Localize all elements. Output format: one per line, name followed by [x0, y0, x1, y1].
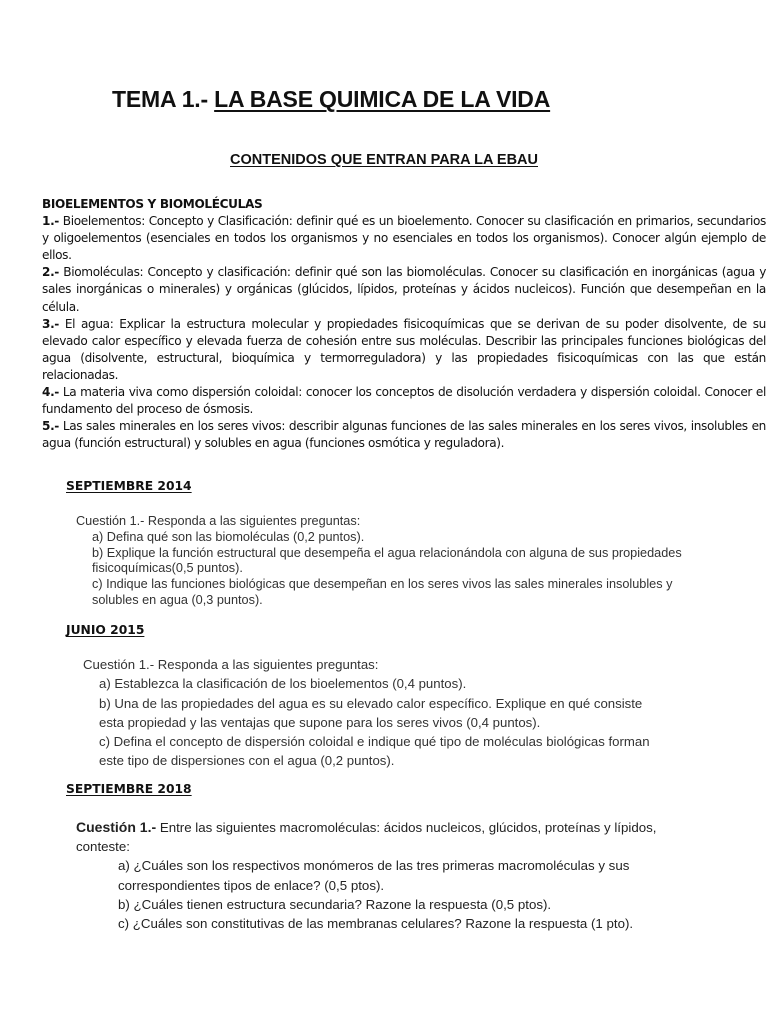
- syllabus-item-text: Bioelementos: Concepto y Clasificación: definir qué es un bioelemento. Conocer su clasificación en primarios, secundarios y oligoelementos (esenciales en todos los organismos y no esenciales en todos los organismos). Conocer algún ejemplo de ellos.: [42, 214, 766, 263]
- question-lead: Cuestión 1.-: [76, 819, 157, 835]
- question-line: conteste:: [76, 839, 130, 855]
- question-line-text: Entre las siguientes macromoléculas: ácidos nucleicos, glúcidos, proteínas y lípidos,: [156, 820, 657, 835]
- question-line: c) ¿Cuáles son constitutivas de las membranas celulares? Razone la respuesta (1 pto).: [118, 916, 634, 932]
- syllabus-item-2: [42, 264, 766, 315]
- question-line: este tipo de dispersiones con el agua (0,2 puntos).: [99, 753, 395, 769]
- syllabus-item-4: [42, 384, 766, 418]
- syllabus-item-1: [42, 213, 766, 264]
- subtitle: [0, 152, 768, 168]
- question-line: a) Establezca la clasificación de los bioelementos (0,4 puntos).: [99, 676, 467, 692]
- syllabus-item-3: [42, 316, 766, 384]
- syllabus-item-num: 5.-: [42, 419, 59, 434]
- exam-title-sep-2018: SEPTIEMBRE 2018: [66, 782, 192, 796]
- question-line: correspondientes tipos de enlace? (0,5 ptos).: [118, 877, 385, 893]
- title-prefix: TEMA 1.-: [112, 86, 215, 112]
- syllabus-item-num: 4.-: [42, 385, 59, 400]
- question-line: a) Defina qué son las biomoléculas (0,2 puntos).: [92, 529, 365, 544]
- question-line: Cuestión 1.- Responda a las siguientes preguntas:: [76, 514, 361, 528]
- exam-question-sep-2018: [76, 818, 657, 933]
- title-main: LA BASE QUIMICA DE LA VIDA: [214, 86, 551, 112]
- syllabus-item-text: La materia viva como dispersión coloidal: conocer los conceptos de disolución verdadera y dispersión coloidal. Conocer el fundamento del proceso de ósmosis.: [42, 385, 766, 417]
- exam-title-jun-2015: JUNIO 2015: [66, 623, 145, 637]
- question-line: b) ¿Cuáles tienen estructura secundaria? Razone la respuesta (0,5 ptos).: [118, 896, 552, 912]
- question-line: Cuestión 1.- Responda a las siguientes preguntas:: [83, 657, 379, 672]
- question-line: esta propiedad y las ventajas que supone para los seres vivos (0,4 puntos).: [99, 714, 541, 730]
- exam-question-jun-2015: [83, 655, 650, 771]
- syllabus-item-text: El agua: Explicar la estructura molecular y propiedades fisicoquímicas que se derivan de su poder disolvente, de su elevado calor específico y elevada fuerza de cohesión entre sus moléculas. Describir las principales funciones biológicas del agua (disolvente, estructural, bioquímica y termorreguladora) y las propiedades fisicoquímicas con las que están relacionadas.: [42, 316, 766, 382]
- page-title: [112, 86, 550, 113]
- syllabus-item-num: 3.-: [42, 316, 59, 331]
- exam-title-sep-2014: SEPTIEMBRE 2014: [66, 479, 192, 493]
- question-line: solubles en agua (0,3 puntos).: [92, 592, 263, 607]
- question-line: c) Indique las funciones biológicas que desempeñan en los seres vivos las sales minerales insolubles y: [92, 577, 673, 592]
- exam-question-sep-2014: [76, 514, 682, 609]
- syllabus-item-num: 1.-: [42, 214, 59, 229]
- question-line: b) Explique la función estructural que desempeña el agua relacionándola con alguna de sus propiedades: [92, 545, 682, 560]
- question-line: c) Defina el concepto de dispersión coloidal e indique qué tipo de moléculas biológicas forman: [99, 734, 650, 750]
- question-line: fisicoquímicas(0,5 puntos).: [92, 561, 243, 576]
- syllabus-item-text: Biomoléculas: Concepto y clasificación: definir qué son las biomoléculas. Conocer su clasificación en inorgánicas (agua y sales inorgánicas o minerales) y orgánicas (glúcidos, lípidos, proteínas y ácidos nucleicos). Función que desempeñan en la célula.: [42, 265, 766, 314]
- syllabus-item-text: Las sales minerales en los seres vivos: describir algunas funciones de las sales minerales en los seres vivos, insolubles en agua (función estructural) y solubles en agua (funciones osmótica y reguladora).: [42, 419, 766, 451]
- syllabus-heading: BIOELEMENTOS Y BIOMOLÉCULAS: [42, 197, 263, 211]
- question-line: [76, 818, 657, 837]
- syllabus-item-5: [42, 418, 766, 452]
- question-line: b) Una de las propiedades del agua es su elevado calor específico. Explique en qué consiste: [99, 695, 643, 711]
- subtitle-text: CONTENIDOS QUE ENTRAN PARA LA EBAU: [230, 152, 538, 168]
- syllabus-item-num: 2.-: [42, 265, 59, 280]
- question-line: a) ¿Cuáles son los respectivos monómeros de las tres primeras macromoléculas y sus: [118, 858, 630, 874]
- syllabus-section: [42, 196, 766, 452]
